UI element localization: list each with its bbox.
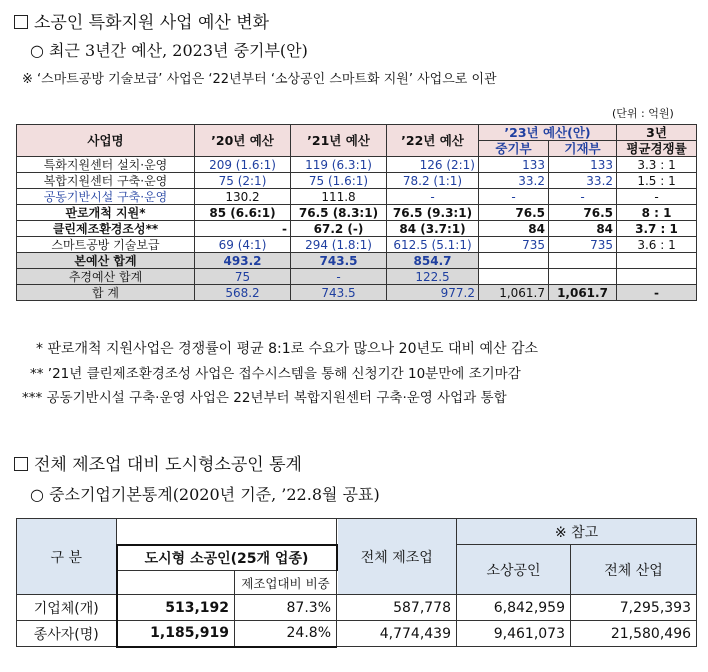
col-y20: ’20년 예산	[195, 125, 291, 157]
cell: 1.5 : 1	[617, 173, 697, 189]
cell: 3.3 : 1	[617, 157, 697, 173]
section2-subtitle: ○ 중소기업기본통계(2020년 기준, ’22.8월 공표)	[30, 485, 380, 504]
cell: -	[617, 189, 697, 205]
table-row-grand-total	[17, 285, 697, 301]
cell: 76.5 (9.3:1)	[387, 205, 479, 221]
cell: 4,774,439	[337, 621, 457, 647]
checkbox-square-icon	[14, 15, 28, 29]
checkbox-square-icon	[14, 457, 28, 471]
cell	[549, 269, 617, 285]
cell: 126 (2:1)	[387, 157, 479, 173]
cell: 1,061.7	[549, 285, 617, 301]
cell: 3.7 : 1	[617, 221, 697, 237]
cell: 1,061.7	[479, 285, 549, 301]
col-ref: ※ 참고	[457, 519, 697, 545]
cell: 24.8%	[235, 621, 337, 647]
row-name: 본예산 합계	[17, 253, 195, 269]
cell: -	[195, 221, 291, 237]
cell: -	[549, 189, 617, 205]
cell: 76.5	[549, 205, 617, 221]
section1-subtitle: ○ 최근 3년간 예산, 2023년 중기부(안)	[30, 41, 308, 60]
row-name: 특화지원센터 설치·운영	[17, 157, 195, 173]
cell: 133	[549, 157, 617, 173]
table-row-main-total	[17, 253, 697, 269]
cell: 119 (6.3:1)	[291, 157, 387, 173]
unit-label: (단위 : 억원)	[612, 107, 674, 120]
cell: -	[479, 189, 549, 205]
col-y23-moef: 기재부	[549, 141, 617, 157]
cell: 493.2	[195, 253, 291, 269]
row-name: 클린제조환경조성**	[17, 221, 195, 237]
cell: 133	[479, 157, 549, 173]
row-name: 복합지원센터 구축·운영	[17, 173, 195, 189]
section2-title: 전체 제조업 대비 도시형소공인 통계	[14, 450, 302, 475]
cell: 85 (6.6:1)	[195, 205, 291, 221]
cell: -	[617, 285, 697, 301]
table-row	[17, 221, 697, 237]
col-y23-mss: 중기부	[479, 141, 549, 157]
col-mfg: 전체 제조업	[337, 519, 457, 595]
section1-note: ※ ‘스마트공방 기술보급’ 사업은 ‘22년부터 ‘소상공인 스마트화 지원’ 사업으로 이관	[22, 72, 497, 87]
cell: 75 (1.6:1)	[291, 173, 387, 189]
cell: 8 : 1	[617, 205, 697, 221]
cell: 84 (3.7:1)	[387, 221, 479, 237]
cell: 67.2 (-)	[291, 221, 387, 237]
cell: 209 (1.6:1)	[195, 157, 291, 173]
col-small: 소상공인	[457, 545, 571, 595]
row-label: 종사자(명)	[17, 621, 117, 647]
cell: 78.2 (1:1)	[387, 173, 479, 189]
cell	[549, 253, 617, 269]
footnote-1: * 판로개척 지원사업은 경쟁률이 평균 8:1로 수요가 많으나 20년도 대비 예산 감소	[36, 341, 539, 357]
cell: 111.8	[291, 189, 387, 205]
row-label: 기업체(개)	[17, 595, 117, 621]
cell: 76.5	[479, 205, 549, 221]
cell: 87.3%	[235, 595, 337, 621]
cell	[617, 253, 697, 269]
cell	[479, 269, 549, 285]
table-row	[17, 189, 697, 205]
cell: 743.5	[291, 285, 387, 301]
cell: 612.5 (5.1:1)	[387, 237, 479, 253]
col-y21: ’21년 예산	[291, 125, 387, 157]
col-name: 사업명	[17, 125, 195, 157]
stats-table	[16, 518, 697, 648]
cell: 69 (4:1)	[195, 237, 291, 253]
table-row	[17, 595, 697, 621]
cell	[617, 269, 697, 285]
cell: 7,295,393	[571, 595, 697, 621]
cell: 735	[479, 237, 549, 253]
cell: 75 (2:1)	[195, 173, 291, 189]
cell: 75	[195, 269, 291, 285]
cell: 587,778	[337, 595, 457, 621]
cell: 513,192	[117, 595, 235, 621]
col-ratio: 제조업대비 비중	[235, 571, 337, 595]
table-row	[17, 173, 697, 189]
cell: 735	[549, 237, 617, 253]
col-avg-1: 3년	[617, 125, 697, 141]
cell: 294 (1.8:1)	[291, 237, 387, 253]
col-y22: ’22년 예산	[387, 125, 479, 157]
section1-title: 소공인 특화지원 사업 예산 변화	[14, 8, 269, 33]
table-row-supp-total	[17, 269, 697, 285]
cell: 84	[479, 221, 549, 237]
cell: 9,461,073	[457, 621, 571, 647]
cell: 33.2	[479, 173, 549, 189]
table-row	[17, 205, 697, 221]
cell: 76.5 (8.3:1)	[291, 205, 387, 221]
table-row	[17, 157, 697, 173]
col-y23: ’23년 예산(안)	[479, 125, 617, 141]
cell: 977.2	[387, 285, 479, 301]
cell: 130.2	[195, 189, 291, 205]
row-name: 공동기반시설 구축·운영	[17, 189, 195, 205]
row-name: 추경예산 합계	[17, 269, 195, 285]
cell: 1,185,919	[117, 621, 235, 647]
cell: 84	[549, 221, 617, 237]
row-name: 스마트공방 기술보급	[17, 237, 195, 253]
cell: -	[291, 269, 387, 285]
footnote-3: *** 공동기반시설 구축·운영 사업은 22년부터 복합지원센터 구축·운영 사업과 통합	[22, 390, 507, 406]
table-row	[17, 237, 697, 253]
col-avg-2: 평균경쟁률	[617, 141, 697, 157]
cell: 3.6 : 1	[617, 237, 697, 253]
cell: 743.5	[291, 253, 387, 269]
cell: -	[387, 189, 479, 205]
table-row	[17, 621, 697, 647]
row-name: 합 계	[17, 285, 195, 301]
cell: 33.2	[549, 173, 617, 189]
cell	[479, 253, 549, 269]
cell: 21,580,496	[571, 621, 697, 647]
cell-spacer	[117, 519, 337, 545]
col-gubun: 구 분	[17, 519, 117, 595]
cell-empty	[117, 571, 235, 595]
cell: 854.7	[387, 253, 479, 269]
col-all: 전체 산업	[571, 545, 697, 595]
footnote-2: ** ’21년 클린제조환경조성 사업은 접수시스템을 통해 신청기간 10분만에 조기마감	[30, 366, 521, 382]
budget-table	[16, 124, 697, 301]
cell: 122.5	[387, 269, 479, 285]
row-name: 판로개척 지원*	[17, 205, 195, 221]
col-urban: 도시형 소공인(25개 업종)	[117, 545, 337, 571]
cell: 6,842,959	[457, 595, 571, 621]
cell: 568.2	[195, 285, 291, 301]
